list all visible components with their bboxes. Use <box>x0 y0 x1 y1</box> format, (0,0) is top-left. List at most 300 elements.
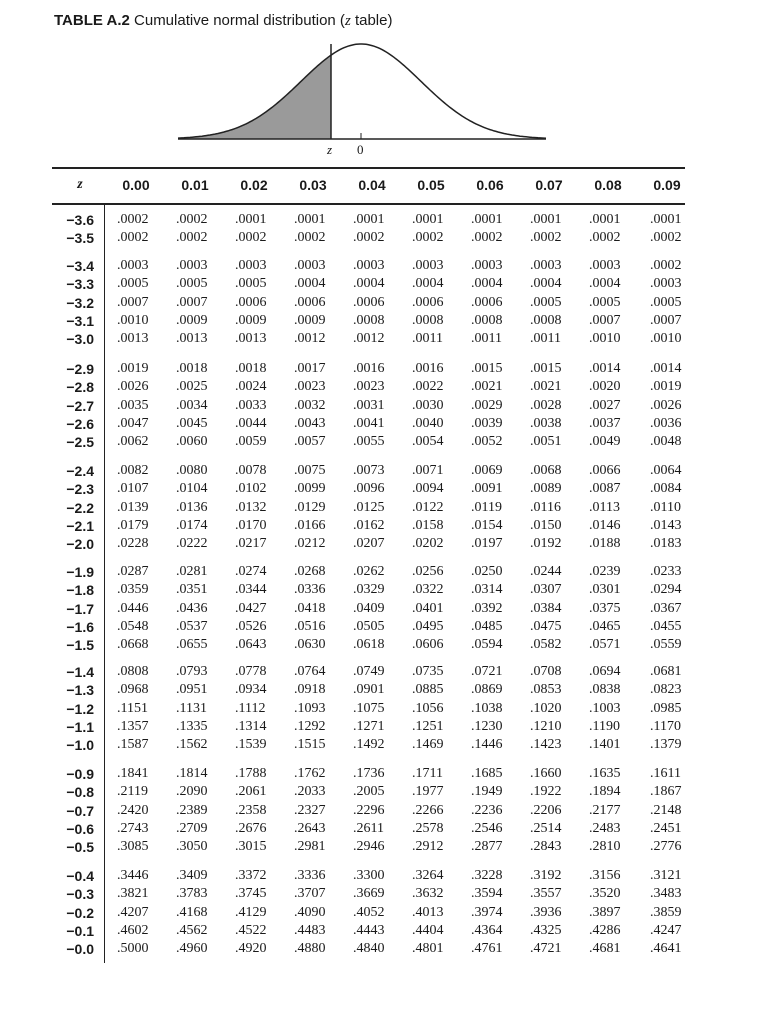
table-cell: .0006 <box>353 294 385 310</box>
table-cell: .0021 <box>530 379 562 395</box>
table-cell: .0006 <box>235 294 267 310</box>
table-cell: .0011 <box>530 331 561 347</box>
table-cell: .3192 <box>530 868 562 883</box>
table-cell: .3557 <box>530 886 562 902</box>
row-z-value: −1.5 <box>66 637 94 654</box>
table-cell: .0009 <box>176 312 208 328</box>
table-cell: .2296 <box>353 802 385 818</box>
table-cell: .2451 <box>650 820 682 836</box>
table-cell: .2420 <box>117 802 149 818</box>
table-cell: .0002 <box>294 230 326 246</box>
table-cell: .0233 <box>650 564 682 579</box>
table-cell: .0033 <box>235 397 267 413</box>
table-cell: .0082 <box>117 463 149 478</box>
table-cell: .0778 <box>235 664 267 679</box>
table-cell: .0031 <box>353 397 385 413</box>
row-z-value: −2.1 <box>66 517 94 534</box>
table-cell: .0110 <box>650 499 681 515</box>
table-cell: .0007 <box>176 294 208 310</box>
table-cell: .0011 <box>471 331 502 347</box>
table-cell: .4364 <box>471 922 503 938</box>
table-cell: .3745 <box>235 886 267 902</box>
table-cell: .0764 <box>294 664 326 679</box>
table-cell: .0024 <box>235 379 267 395</box>
table-cell: .0222 <box>176 536 208 552</box>
table-cell: .0015 <box>530 361 562 376</box>
column-header: 0.04 <box>358 177 386 193</box>
table-cell: .0055 <box>353 434 385 450</box>
table-cell: .0001 <box>412 212 444 227</box>
zero-label: 0 <box>357 142 364 157</box>
table-cell: .0041 <box>353 415 385 431</box>
table-cell: .1814 <box>176 766 208 781</box>
table-cell: .3156 <box>589 868 621 883</box>
table-cell: .1003 <box>589 700 621 716</box>
table-cell: .2206 <box>530 802 562 818</box>
table-cell: .3594 <box>471 886 503 902</box>
row-z-value: −2.5 <box>66 434 94 451</box>
table-cell: .4325 <box>530 922 562 938</box>
table-cell: .1685 <box>471 766 503 781</box>
header-rule <box>52 203 685 205</box>
table-cell: .3300 <box>353 868 385 883</box>
table-cell: .0073 <box>353 463 385 478</box>
table-cell: .0336 <box>294 582 326 598</box>
table-cell: .0014 <box>650 361 682 376</box>
row-z-value: −2.3 <box>66 481 94 498</box>
table-cell: .0059 <box>235 434 267 450</box>
table-cell: .0007 <box>117 294 149 310</box>
table-cell: .0102 <box>235 481 267 497</box>
table-cell: .1587 <box>117 737 149 753</box>
table-cell: .1170 <box>650 718 681 734</box>
row-z-value: −3.3 <box>66 276 94 293</box>
table-cell: .0084 <box>650 481 682 497</box>
table-cell: .1112 <box>235 700 266 716</box>
table-cell: .0062 <box>117 434 149 450</box>
table-cell: .0918 <box>294 682 326 698</box>
table-cell: .0003 <box>235 258 267 273</box>
table-cell: .0005 <box>650 294 682 310</box>
table-cell: .0409 <box>353 600 385 616</box>
table-cell: .0002 <box>412 230 444 246</box>
table-cell: .0025 <box>176 379 208 395</box>
row-z-value: −3.5 <box>66 230 94 247</box>
table-cell: .0015 <box>471 361 503 376</box>
table-cell: .0618 <box>353 637 385 653</box>
table-cell: .0001 <box>471 212 503 227</box>
table-cell: .0047 <box>117 415 149 431</box>
table-cell: .0008 <box>530 312 562 328</box>
table-cell: .4681 <box>589 941 621 957</box>
table-cell: .0005 <box>530 294 562 310</box>
row-z-value: −1.3 <box>66 682 94 699</box>
table-cell: .0013 <box>176 331 208 347</box>
row-z-value: −3.2 <box>66 294 94 311</box>
table-cell: .3707 <box>294 886 326 902</box>
table-cell: .0044 <box>235 415 267 431</box>
table-cell: .0057 <box>294 434 326 450</box>
table-cell: .1736 <box>353 766 385 781</box>
table-cell: .2709 <box>176 820 208 836</box>
table-cell: .0002 <box>235 230 267 246</box>
table-cell: .0119 <box>471 499 502 515</box>
table-cell: .0026 <box>117 379 149 395</box>
table-cell: .0007 <box>589 312 621 328</box>
row-z-value: −1.7 <box>66 600 94 617</box>
table-cell: .0183 <box>650 536 682 552</box>
table-cell: .4761 <box>471 941 503 957</box>
table-cell: .1401 <box>589 737 621 753</box>
table-cell: .0013 <box>117 331 149 347</box>
table-cell: .0735 <box>412 664 444 679</box>
table-cell: .0004 <box>530 276 562 292</box>
table-cell: .0122 <box>412 499 444 515</box>
table-cell: .4052 <box>353 904 385 920</box>
table-cell: .1314 <box>235 718 267 734</box>
table-cell: .0004 <box>353 276 385 292</box>
table-cell: .0075 <box>294 463 326 478</box>
table-cell: .0023 <box>294 379 326 395</box>
table-cell: .0113 <box>589 499 620 515</box>
row-z-value: −1.4 <box>66 664 94 680</box>
row-z-value: −0.6 <box>66 820 94 837</box>
table-cell: .0166 <box>294 517 326 533</box>
table-cell: .0179 <box>117 517 149 533</box>
table-cell: .0885 <box>412 682 444 698</box>
row-z-value: −0.2 <box>66 904 94 921</box>
table-cell: .0351 <box>176 582 208 598</box>
table-cell: .1379 <box>650 737 682 753</box>
table-cell: .2119 <box>117 784 148 800</box>
table-cell: .0003 <box>294 258 326 273</box>
table-cell: .0051 <box>530 434 562 450</box>
table-cell: .4207 <box>117 904 149 920</box>
table-cell: .1190 <box>589 718 620 734</box>
table-cell: .0012 <box>294 331 326 347</box>
row-z-value: −2.9 <box>66 361 94 377</box>
table-cell: .0934 <box>235 682 267 698</box>
table-cell: .2148 <box>650 802 682 818</box>
column-header: 0.08 <box>594 177 622 193</box>
row-z-value: −3.1 <box>66 312 94 329</box>
table-cell: .0094 <box>412 481 444 497</box>
table-cell: .2776 <box>650 839 682 855</box>
table-cell: .0005 <box>589 294 621 310</box>
table-cell: .2090 <box>176 784 208 800</box>
table-cell: .0045 <box>176 415 208 431</box>
table-cell: .0034 <box>176 397 208 413</box>
table-cell: .3974 <box>471 904 503 920</box>
row-z-value: −0.3 <box>66 886 94 903</box>
table-cell: .0359 <box>117 582 149 598</box>
table-cell: .3372 <box>235 868 267 883</box>
table-cell: .0256 <box>412 564 444 579</box>
table-cell: .0014 <box>589 361 621 376</box>
table-cell: .0002 <box>589 230 621 246</box>
table-cell: .0005 <box>176 276 208 292</box>
table-cell: .0028 <box>530 397 562 413</box>
row-z-value: −1.2 <box>66 700 94 717</box>
column-header: 0.06 <box>476 177 504 193</box>
table-cell: .0006 <box>471 294 503 310</box>
table-cell: .0250 <box>471 564 503 579</box>
table-cell: .0036 <box>650 415 682 431</box>
table-cell: .3821 <box>117 886 149 902</box>
table-cell: .0808 <box>117 664 149 679</box>
table-cell: .0071 <box>412 463 444 478</box>
table-cell: .2546 <box>471 820 503 836</box>
table-cell: .0013 <box>235 331 267 347</box>
table-cell: .2514 <box>530 820 562 836</box>
table-cell: .0009 <box>235 312 267 328</box>
table-cell: .0314 <box>471 582 503 598</box>
table-cell: .0170 <box>235 517 267 533</box>
table-cell: .0401 <box>412 600 444 616</box>
table-cell: .4801 <box>412 941 444 957</box>
table-cell: .0008 <box>353 312 385 328</box>
table-cell: .1292 <box>294 718 326 734</box>
table-cell: .0281 <box>176 564 208 579</box>
table-cell: .0571 <box>589 637 621 653</box>
table-cell: .4483 <box>294 922 326 938</box>
table-cell: .0985 <box>650 700 682 716</box>
table-cell: .0004 <box>471 276 503 292</box>
table-cell: .3264 <box>412 868 444 883</box>
table-cell: .3446 <box>117 868 149 883</box>
table-cell: .0188 <box>589 536 621 552</box>
table-cell: .0681 <box>650 664 682 679</box>
table-cell: .0064 <box>650 463 682 478</box>
table-cell: .0495 <box>412 618 444 634</box>
row-z-value: −2.7 <box>66 397 94 414</box>
table-cell: .3121 <box>650 868 682 883</box>
table-cell: .0001 <box>235 212 267 227</box>
table-cell: .0003 <box>589 258 621 273</box>
table-cell: .0003 <box>412 258 444 273</box>
table-cell: .0294 <box>650 582 682 598</box>
top-rule <box>52 167 685 169</box>
table-cell: .0010 <box>589 331 621 347</box>
table-cell: .0630 <box>294 637 326 653</box>
table-cell: .4168 <box>176 904 208 920</box>
table-cell: .0001 <box>353 212 385 227</box>
table-cell: .4641 <box>650 941 682 957</box>
table-cell: .0192 <box>530 536 562 552</box>
row-z-value: −0.7 <box>66 802 94 819</box>
table-cell: .1611 <box>650 766 681 781</box>
table-cell: .0268 <box>294 564 326 579</box>
table-cell: .0004 <box>412 276 444 292</box>
table-cell: .0048 <box>650 434 682 450</box>
table-cell: .0011 <box>412 331 443 347</box>
table-cell: .0202 <box>412 536 444 552</box>
table-cell: .2946 <box>353 839 385 855</box>
table-cell: .0197 <box>471 536 503 552</box>
table-cell: .0002 <box>530 230 562 246</box>
table-cell: .0129 <box>294 499 326 515</box>
table-cell: .4129 <box>235 904 267 920</box>
table-cell: .0078 <box>235 463 267 478</box>
table-cell: .0010 <box>117 312 149 328</box>
table-cell: .0091 <box>471 481 503 497</box>
table-cell: .1922 <box>530 784 562 800</box>
table-cell: .0004 <box>589 276 621 292</box>
table-cell: .0020 <box>589 379 621 395</box>
table-cell: .2743 <box>117 820 149 836</box>
table-cell: .1762 <box>294 766 326 781</box>
row-z-value: −0.8 <box>66 784 94 801</box>
row-z-value: −0.1 <box>66 922 94 939</box>
table-cell: .4960 <box>176 941 208 957</box>
table-cell: .0001 <box>650 212 682 227</box>
row-z-value: −0.5 <box>66 839 94 856</box>
table-cell: .3632 <box>412 886 444 902</box>
table-cell: .0002 <box>471 230 503 246</box>
table-cell: .0307 <box>530 582 562 598</box>
table-cell: .0060 <box>176 434 208 450</box>
table-cell: .3936 <box>530 904 562 920</box>
table-cell: .0019 <box>117 361 149 376</box>
table-cell: .4404 <box>412 922 444 938</box>
table-cell: .0016 <box>412 361 444 376</box>
table-cell: .1867 <box>650 784 682 800</box>
row-z-value: −3.0 <box>66 331 94 348</box>
table-cell: .0594 <box>471 637 503 653</box>
table-cell: .0838 <box>589 682 621 698</box>
table-cell: .0968 <box>117 682 149 698</box>
table-cell: .4247 <box>650 922 682 938</box>
table-cell: .0823 <box>650 682 682 698</box>
column-header: 0.09 <box>653 177 681 193</box>
column-header: 0.02 <box>240 177 268 193</box>
row-z-value: −1.8 <box>66 582 94 599</box>
table-cell: .0066 <box>589 463 621 478</box>
table-cell: .0274 <box>235 564 267 579</box>
table-cell: .0262 <box>353 564 385 579</box>
table-cell: .0869 <box>471 682 503 698</box>
row-z-value: −0.0 <box>66 941 94 958</box>
row-z-value: −0.4 <box>66 868 94 884</box>
table-cell: .0052 <box>471 434 503 450</box>
row-z-value: −3.6 <box>66 212 94 228</box>
table-cell: .0049 <box>589 434 621 450</box>
table-cell: .4721 <box>530 941 562 957</box>
table-cell: .0239 <box>589 564 621 579</box>
table-cell: .1562 <box>176 737 208 753</box>
table-cell: .0054 <box>412 434 444 450</box>
table-cell: .0436 <box>176 600 208 616</box>
row-z-value: −2.0 <box>66 536 94 553</box>
table-cell: .0010 <box>650 331 682 347</box>
table-cell: .0107 <box>117 481 149 497</box>
table-cell: .0125 <box>353 499 385 515</box>
table-cell: .1056 <box>412 700 444 716</box>
table-cell: .0446 <box>117 600 149 616</box>
row-z-value: −2.8 <box>66 379 94 396</box>
table-cell: .0004 <box>294 276 326 292</box>
table-cell: .0087 <box>589 481 621 497</box>
table-cell: .0375 <box>589 600 621 616</box>
table-cell: .2266 <box>412 802 444 818</box>
table-cell: .0548 <box>117 618 149 634</box>
table-cell: .0136 <box>176 499 208 515</box>
table-cell: .0207 <box>353 536 385 552</box>
table-cell: .2611 <box>353 820 384 836</box>
table-cell: .0002 <box>650 258 682 273</box>
table-cell: .2033 <box>294 784 326 800</box>
table-cell: .2061 <box>235 784 267 800</box>
table-cell: .0007 <box>650 312 682 328</box>
table-cell: .1635 <box>589 766 621 781</box>
table-cell: .1210 <box>530 718 562 734</box>
table-cell: .0244 <box>530 564 562 579</box>
row-z-value: −2.4 <box>66 463 94 479</box>
table-cell: .0643 <box>235 637 267 653</box>
table-cell: .4522 <box>235 922 267 938</box>
table-cell: .0668 <box>117 637 149 653</box>
table-cell: .0853 <box>530 682 562 698</box>
table-cell: .0001 <box>530 212 562 227</box>
table-cell: .2578 <box>412 820 444 836</box>
table-cell: .0150 <box>530 517 562 533</box>
table-cell: .0465 <box>589 618 621 634</box>
table-cell: .0655 <box>176 637 208 653</box>
table-cell: .0005 <box>117 276 149 292</box>
table-cell: .2981 <box>294 839 326 855</box>
table-cell: .0116 <box>530 499 561 515</box>
table-cell: .1492 <box>353 737 385 753</box>
table-cell: .4562 <box>176 922 208 938</box>
table-cell: .3520 <box>589 886 621 902</box>
table-cell: .0708 <box>530 664 562 679</box>
table-cell: .2005 <box>353 784 385 800</box>
table-cell: .0146 <box>589 517 621 533</box>
table-cell: .0080 <box>176 463 208 478</box>
table-cell: .1093 <box>294 700 326 716</box>
table-cell: .1075 <box>353 700 385 716</box>
table-cell: .4013 <box>412 904 444 920</box>
table-cell: .0132 <box>235 499 267 515</box>
table-cell: .0694 <box>589 664 621 679</box>
table-cell: .0029 <box>471 397 503 413</box>
table-cell: .0002 <box>176 212 208 227</box>
z-label: z <box>327 142 333 157</box>
table-cell: .0003 <box>353 258 385 273</box>
table-cell: .1151 <box>117 700 148 716</box>
table-cell: .4090 <box>294 904 326 920</box>
table-cell: .2483 <box>589 820 621 836</box>
table-cell: .2236 <box>471 802 503 818</box>
table-cell: .0344 <box>235 582 267 598</box>
table-cell: .3228 <box>471 868 503 883</box>
row-z-value: −1.1 <box>66 718 94 735</box>
table-cell: .1251 <box>412 718 444 734</box>
column-header: 0.00 <box>122 177 150 193</box>
table-cell: .1038 <box>471 700 503 716</box>
table-cell: .0006 <box>412 294 444 310</box>
column-header: 0.03 <box>299 177 327 193</box>
table-cell: .3085 <box>117 839 149 855</box>
table-cell: .0099 <box>294 481 326 497</box>
row-z-value: −3.4 <box>66 258 94 274</box>
table-cell: .2643 <box>294 820 326 836</box>
description-z: z <box>344 13 351 29</box>
table-cell: .0174 <box>176 517 208 533</box>
table-cell: .0002 <box>176 230 208 246</box>
table-cell: .0018 <box>176 361 208 376</box>
table-cell: .1271 <box>353 718 385 734</box>
